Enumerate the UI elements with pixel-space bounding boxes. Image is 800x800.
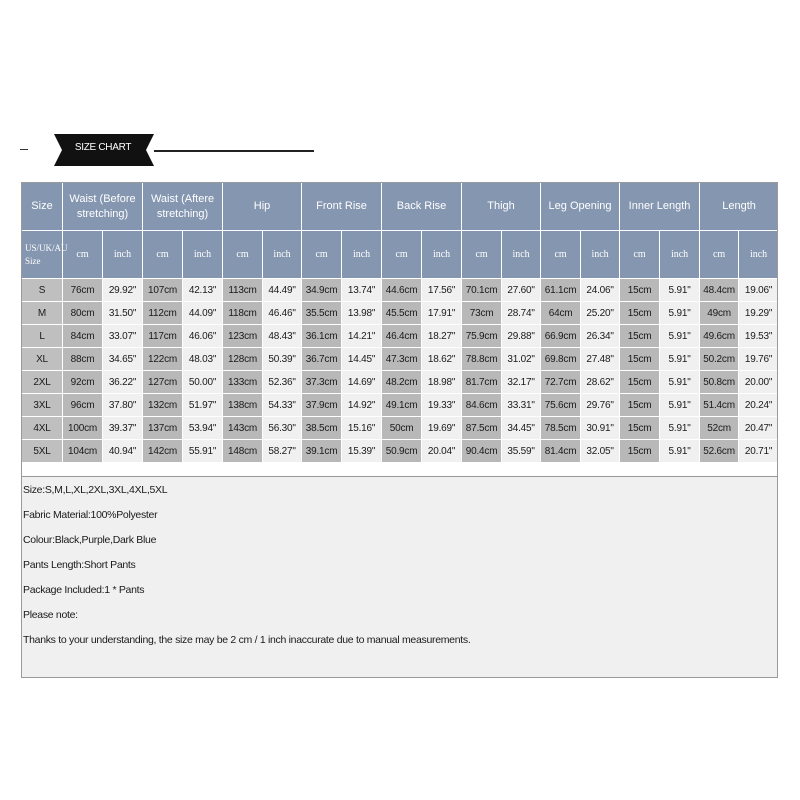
inch-value-cell: 5.91" <box>660 279 700 302</box>
inch-value-cell: 17.91" <box>422 302 462 325</box>
inch-value-cell: 18.62" <box>422 348 462 371</box>
note-fabric: Fabric Material:100%Polyester <box>23 509 158 521</box>
unit-cm: cm <box>700 231 739 279</box>
unit-cm: cm <box>302 231 342 279</box>
unit-inch: inch <box>183 231 223 279</box>
cm-value-cell: 44.6cm <box>382 279 422 302</box>
cm-value-cell: 78.5cm <box>541 417 581 440</box>
inch-value-cell: 33.07" <box>103 325 143 348</box>
unit-inch: inch <box>263 231 302 279</box>
inch-value-cell: 37.80" <box>103 394 143 417</box>
inch-value-cell: 56.30" <box>263 417 302 440</box>
inch-value-cell: 32.05" <box>581 440 620 463</box>
unit-inch: inch <box>660 231 700 279</box>
inch-value-cell: 15.39" <box>342 440 382 463</box>
header-leg-opening: Leg Opening <box>541 183 620 231</box>
cm-value-cell: 15cm <box>620 302 660 325</box>
inch-value-cell: 14.45" <box>342 348 382 371</box>
inch-value-cell: 5.91" <box>660 394 700 417</box>
inch-value-cell: 20.24" <box>739 394 779 417</box>
cm-value-cell: 81.4cm <box>541 440 581 463</box>
note-sizes: Size:S,M,L,XL,2XL,3XL,4XL,5XL <box>23 484 168 496</box>
inch-value-cell: 24.06" <box>581 279 620 302</box>
size-chart-banner <box>20 128 300 172</box>
inch-value-cell: 18.27" <box>422 325 462 348</box>
inch-value-cell: 13.98" <box>342 302 382 325</box>
note-please: Please note: <box>23 609 78 621</box>
header-length: Length <box>700 183 779 231</box>
cm-value-cell: 15cm <box>620 394 660 417</box>
inch-value-cell: 14.92" <box>342 394 382 417</box>
cm-value-cell: 37.3cm <box>302 371 342 394</box>
inch-value-cell: 20.00" <box>739 371 779 394</box>
size-unit-label: US/UK/AU Size <box>22 231 63 279</box>
header-waist-before: Waist (Before stretching) <box>63 183 143 231</box>
inch-value-cell: 29.76" <box>581 394 620 417</box>
inch-value-cell: 34.45" <box>502 417 541 440</box>
unit-cm: cm <box>382 231 422 279</box>
cm-value-cell: 66.9cm <box>541 325 581 348</box>
inch-value-cell: 5.91" <box>660 302 700 325</box>
banner-label: SIZE CHART <box>74 142 132 153</box>
header-row <box>22 183 779 231</box>
inch-value-cell: 14.69" <box>342 371 382 394</box>
header-back-rise: Back Rise <box>382 183 462 231</box>
cm-value-cell: 88cm <box>63 348 103 371</box>
inch-value-cell: 36.22" <box>103 371 143 394</box>
inch-value-cell: 35.59" <box>502 440 541 463</box>
inch-value-cell: 32.17" <box>502 371 541 394</box>
inch-value-cell: 44.09" <box>183 302 223 325</box>
cm-value-cell: 52.6cm <box>700 440 739 463</box>
table-row <box>22 417 779 440</box>
header-thigh: Thigh <box>462 183 541 231</box>
inch-value-cell: 44.49" <box>263 279 302 302</box>
size-chart-table <box>21 182 779 463</box>
banner-rule <box>154 150 314 152</box>
cm-value-cell: 15cm <box>620 440 660 463</box>
table-row <box>22 371 779 394</box>
unit-inch: inch <box>581 231 620 279</box>
cm-value-cell: 72.7cm <box>541 371 581 394</box>
inch-value-cell: 28.62" <box>581 371 620 394</box>
cm-value-cell: 51.4cm <box>700 394 739 417</box>
size-cell: XL <box>22 348 63 371</box>
size-cell: L <box>22 325 63 348</box>
inch-value-cell: 25.20" <box>581 302 620 325</box>
inch-value-cell: 53.94" <box>183 417 223 440</box>
note-colour: Colour:Black,Purple,Dark Blue <box>23 534 157 546</box>
table-row <box>22 279 779 302</box>
cm-value-cell: 50.8cm <box>700 371 739 394</box>
inch-value-cell: 48.03" <box>183 348 223 371</box>
size-cell: 4XL <box>22 417 63 440</box>
cm-value-cell: 113cm <box>223 279 263 302</box>
inch-value-cell: 19.33" <box>422 394 462 417</box>
inch-value-cell: 19.53" <box>739 325 779 348</box>
table-row <box>22 440 779 463</box>
inch-value-cell: 5.91" <box>660 348 700 371</box>
unit-row <box>22 231 779 279</box>
header-size: Size <box>22 183 63 231</box>
size-cell: 5XL <box>22 440 63 463</box>
table-body <box>22 279 779 463</box>
cm-value-cell: 52cm <box>700 417 739 440</box>
cm-value-cell: 96cm <box>63 394 103 417</box>
banner-dash <box>20 149 28 150</box>
cm-value-cell: 123cm <box>223 325 263 348</box>
cm-value-cell: 49.6cm <box>700 325 739 348</box>
inch-value-cell: 51.97" <box>183 394 223 417</box>
cm-value-cell: 61.1cm <box>541 279 581 302</box>
cm-value-cell: 107cm <box>143 279 183 302</box>
cm-value-cell: 15cm <box>620 348 660 371</box>
inch-value-cell: 50.39" <box>263 348 302 371</box>
inch-value-cell: 19.76" <box>739 348 779 371</box>
unit-cm: cm <box>541 231 581 279</box>
cm-value-cell: 69.8cm <box>541 348 581 371</box>
cm-value-cell: 34.9cm <box>302 279 342 302</box>
inch-value-cell: 29.88" <box>502 325 541 348</box>
cm-value-cell: 76cm <box>63 279 103 302</box>
cm-value-cell: 36.7cm <box>302 348 342 371</box>
cm-value-cell: 15cm <box>620 371 660 394</box>
table-row <box>22 325 779 348</box>
inch-value-cell: 20.04" <box>422 440 462 463</box>
header-hip: Hip <box>223 183 302 231</box>
cm-value-cell: 50cm <box>382 417 422 440</box>
cm-value-cell: 49cm <box>700 302 739 325</box>
cm-value-cell: 112cm <box>143 302 183 325</box>
cm-value-cell: 81.7cm <box>462 371 502 394</box>
inch-value-cell: 29.92" <box>103 279 143 302</box>
inch-value-cell: 46.06" <box>183 325 223 348</box>
inch-value-cell: 42.13" <box>183 279 223 302</box>
unit-inch: inch <box>342 231 382 279</box>
cm-value-cell: 118cm <box>223 302 263 325</box>
cm-value-cell: 47.3cm <box>382 348 422 371</box>
inch-value-cell: 30.91" <box>581 417 620 440</box>
inch-value-cell: 50.00" <box>183 371 223 394</box>
inch-value-cell: 54.33" <box>263 394 302 417</box>
inch-value-cell: 27.60" <box>502 279 541 302</box>
cm-value-cell: 15cm <box>620 417 660 440</box>
cm-value-cell: 46.4cm <box>382 325 422 348</box>
cm-value-cell: 39.1cm <box>302 440 342 463</box>
cm-value-cell: 37.9cm <box>302 394 342 417</box>
inch-value-cell: 55.91" <box>183 440 223 463</box>
inch-value-cell: 18.98" <box>422 371 462 394</box>
cm-value-cell: 50.9cm <box>382 440 422 463</box>
cm-value-cell: 75.6cm <box>541 394 581 417</box>
inch-value-cell: 5.91" <box>660 440 700 463</box>
note-accuracy: Thanks to your understanding, the size may be 2 cm / 1 inch inaccurate due to manual measurements. <box>23 634 471 646</box>
unit-inch: inch <box>739 231 779 279</box>
inch-value-cell: 48.43" <box>263 325 302 348</box>
inch-value-cell: 40.94" <box>103 440 143 463</box>
inch-value-cell: 15.16" <box>342 417 382 440</box>
inch-value-cell: 19.29" <box>739 302 779 325</box>
inch-value-cell: 17.56" <box>422 279 462 302</box>
inch-value-cell: 28.74" <box>502 302 541 325</box>
cm-value-cell: 49.1cm <box>382 394 422 417</box>
inch-value-cell: 26.34" <box>581 325 620 348</box>
cm-value-cell: 142cm <box>143 440 183 463</box>
table-row <box>22 302 779 325</box>
inch-value-cell: 20.47" <box>739 417 779 440</box>
product-notes <box>21 476 778 678</box>
cm-value-cell: 117cm <box>143 325 183 348</box>
cm-value-cell: 15cm <box>620 325 660 348</box>
cm-value-cell: 87.5cm <box>462 417 502 440</box>
inch-value-cell: 19.69" <box>422 417 462 440</box>
inch-value-cell: 34.65" <box>103 348 143 371</box>
inch-value-cell: 52.36" <box>263 371 302 394</box>
inch-value-cell: 33.31" <box>502 394 541 417</box>
size-cell: 2XL <box>22 371 63 394</box>
size-cell: M <box>22 302 63 325</box>
cm-value-cell: 48.2cm <box>382 371 422 394</box>
inch-value-cell: 5.91" <box>660 371 700 394</box>
cm-value-cell: 50.2cm <box>700 348 739 371</box>
table-row <box>22 394 779 417</box>
inch-value-cell: 5.91" <box>660 325 700 348</box>
note-length: Pants Length:Short Pants <box>23 559 136 571</box>
header-inner-length: Inner Length <box>620 183 700 231</box>
cm-value-cell: 48.4cm <box>700 279 739 302</box>
inch-value-cell: 13.74" <box>342 279 382 302</box>
unit-cm: cm <box>223 231 263 279</box>
unit-inch: inch <box>103 231 143 279</box>
note-package: Package Included:1 * Pants <box>23 584 145 596</box>
cm-value-cell: 73cm <box>462 302 502 325</box>
inch-value-cell: 19.06" <box>739 279 779 302</box>
inch-value-cell: 39.37" <box>103 417 143 440</box>
inch-value-cell: 58.27" <box>263 440 302 463</box>
cm-value-cell: 133cm <box>223 371 263 394</box>
cm-value-cell: 104cm <box>63 440 103 463</box>
cm-value-cell: 128cm <box>223 348 263 371</box>
cm-value-cell: 84cm <box>63 325 103 348</box>
inch-value-cell: 5.91" <box>660 417 700 440</box>
inch-value-cell: 14.21" <box>342 325 382 348</box>
cm-value-cell: 70.1cm <box>462 279 502 302</box>
cm-value-cell: 132cm <box>143 394 183 417</box>
cm-value-cell: 127cm <box>143 371 183 394</box>
header-waist-after: Waist (Aftere stretching) <box>143 183 223 231</box>
cm-value-cell: 45.5cm <box>382 302 422 325</box>
table-row <box>22 348 779 371</box>
inch-value-cell: 31.50" <box>103 302 143 325</box>
unit-cm: cm <box>63 231 103 279</box>
size-cell: S <box>22 279 63 302</box>
cm-value-cell: 148cm <box>223 440 263 463</box>
cm-value-cell: 64cm <box>541 302 581 325</box>
inch-value-cell: 20.71" <box>739 440 779 463</box>
cm-value-cell: 80cm <box>63 302 103 325</box>
cm-value-cell: 138cm <box>223 394 263 417</box>
cm-value-cell: 92cm <box>63 371 103 394</box>
size-cell: 3XL <box>22 394 63 417</box>
cm-value-cell: 84.6cm <box>462 394 502 417</box>
inch-value-cell: 27.48" <box>581 348 620 371</box>
cm-value-cell: 137cm <box>143 417 183 440</box>
cm-value-cell: 36.1cm <box>302 325 342 348</box>
unit-cm: cm <box>143 231 183 279</box>
unit-inch: inch <box>502 231 541 279</box>
inch-value-cell: 46.46" <box>263 302 302 325</box>
cm-value-cell: 38.5cm <box>302 417 342 440</box>
unit-cm: cm <box>462 231 502 279</box>
cm-value-cell: 143cm <box>223 417 263 440</box>
cm-value-cell: 122cm <box>143 348 183 371</box>
cm-value-cell: 35.5cm <box>302 302 342 325</box>
header-front-rise: Front Rise <box>302 183 382 231</box>
cm-value-cell: 90.4cm <box>462 440 502 463</box>
unit-inch: inch <box>422 231 462 279</box>
cm-value-cell: 15cm <box>620 279 660 302</box>
cm-value-cell: 100cm <box>63 417 103 440</box>
cm-value-cell: 75.9cm <box>462 325 502 348</box>
inch-value-cell: 31.02" <box>502 348 541 371</box>
cm-value-cell: 78.8cm <box>462 348 502 371</box>
unit-cm: cm <box>620 231 660 279</box>
